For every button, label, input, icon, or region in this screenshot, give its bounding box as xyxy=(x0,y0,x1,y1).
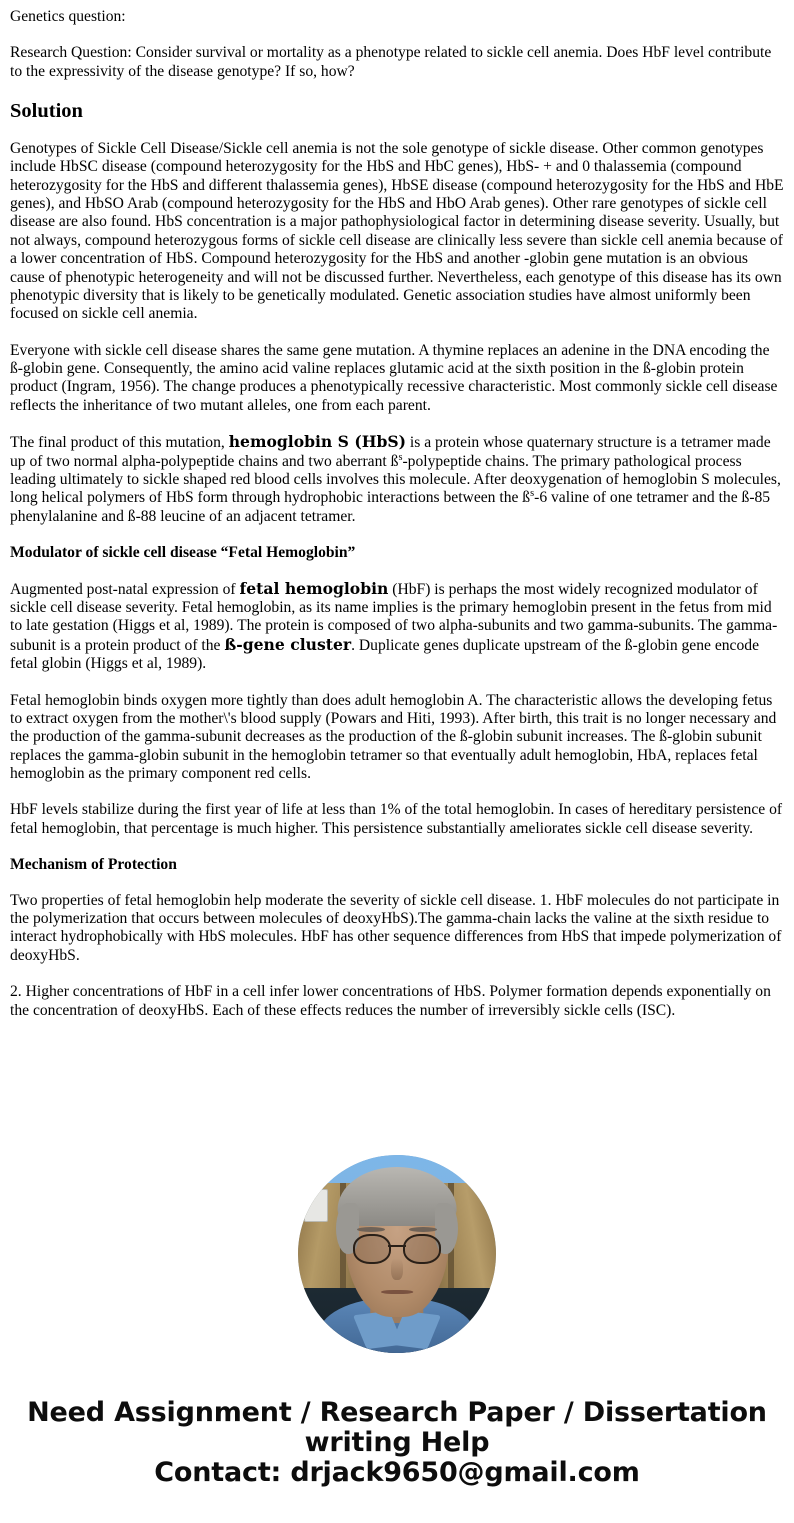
hbs-body-part-3: -6 valine of one tetramer and the ß-85 phenylalanine and ß-88 leucine of an adjacent tetramer. xyxy=(10,489,771,525)
hbf-lead-text: Augmented post-natal expression of xyxy=(10,580,240,598)
fetal-hemoglobin-paragraph xyxy=(10,580,784,674)
mechanism-item-one-paragraph: Two properties of fetal hemoglobin help moderate the severity of sickle cell disease. 1. HbF molecules do not participate in the polymerization that occurs between molecules of deoxyHbS).The gamma-chain lacks the valine at the sixth residue to interact hydrophobically with HbS molecules. HbF has other sequence differences from HbS that impede polymerization of deoxyHbS. xyxy=(10,891,782,964)
eyeglass-lens-right-icon xyxy=(403,1234,441,1264)
photo-background-wall-switch xyxy=(304,1189,328,1223)
photo-nose xyxy=(391,1258,403,1280)
hemoglobin-s-bold-term: hemoglobin S (HbS) xyxy=(228,432,407,452)
avatar xyxy=(298,1155,496,1353)
mutation-paragraph: Everyone with sickle cell disease shares the same gene mutation. A thymine replaces an adenine in the DNA encoding the ß-globin gene. Consequently, the amino acid valine replaces glutamic acid at the sixth position in the ß-globin protein product (Ingram, 1956). The change produces a phenotypically recessive characteristic. Most commonly sickle cell disease reflects the inheritance of two mutant alleles, one from each parent. xyxy=(10,341,778,414)
gene-cluster-bold-term: ß-gene cluster xyxy=(224,634,352,654)
footer-line-3: Contact: drjack9650@gmail.com xyxy=(154,1457,640,1489)
solution-heading: Solution xyxy=(10,100,83,123)
research-question-paragraph: Research Question: Consider survival or mortality as a phenotype related to sickle cell anemia. Does HbF level contribute to the expressivity of the disease genotype? If so, how? xyxy=(10,44,772,80)
footer-contact-block xyxy=(0,1398,794,1489)
mechanism-item-two-paragraph: 2. Higher concentrations of HbF in a cell infer lower concentrations of HbS. Polymer formation depends exponentially on the concentration of deoxyHbS. Each of these effects reduces the number of irreversibly sickle cells (ISC). xyxy=(10,983,771,1019)
avatar-container xyxy=(0,1155,794,1353)
hbf-tail-text: . Duplicate genes duplicate upstream of the ß-globin gene encode fetal globin (Higgs et al, 1989). xyxy=(10,636,759,673)
eyeglass-bridge-icon xyxy=(388,1245,406,1247)
hbs-body-part-1: is a protein whose quaternary structure is a tetramer made up of two normal alpha-polypeptide chains and two aberrant ß xyxy=(10,434,771,470)
genetics-question-label: Genetics question: xyxy=(10,8,126,25)
beta-s-superscript-2: s xyxy=(530,488,535,500)
hemoglobin-s-paragraph xyxy=(10,433,784,526)
mechanism-of-protection-heading: Mechanism of Protection xyxy=(10,856,177,874)
beta-s-superscript-1: s xyxy=(398,451,403,463)
eyeglass-lens-left-icon xyxy=(353,1234,391,1264)
modulator-heading: Modulator of sickle cell disease “Fetal Hemoglobin” xyxy=(10,544,356,562)
oxygen-binding-paragraph: Fetal hemoglobin binds oxygen more tightly than does adult hemoglobin A. The characteristic allows the developing fetus to extract oxygen from the mother\'s blood supply (Powars and Hiti, 1993). After birth, this trait is no longer necessary and the production of the gamma-subunit decreases as the production of the ß-globin subunit increases. The ß-globin subunit replaces the gamma-globin subunit in the hemoglobin tetramer so that eventually adult hemoglobin, HbA, replaces fetal hemoglobin as the primary component red cells. xyxy=(10,691,777,783)
fetal-hemoglobin-bold-term: fetal hemoglobin xyxy=(239,578,389,598)
hbf-middle-text: (HbF) is perhaps the most widely recognized modulator of sickle cell disease severity. Fetal hemoglobin, as its name implies is the primary hemoglobin present in the fetus from mid to late gestation (Higgs et al, 1989). The protein is composed of two alpha-subunits and two gamma-subunits. The gamma-subunit is a protein product of the xyxy=(10,580,778,654)
hbf-levels-paragraph: HbF levels stabilize during the first year of life at less than 1% of the total hemoglobin. In cases of hereditary persistence of fetal hemoglobin, that percentage is much higher. This persistence substantially ameliorates sickle cell disease severity. xyxy=(10,801,783,837)
hbs-body-part-2: -polypeptide chains. The primary pathological process leading ultimately to sickle shaped red blood cells involves this molecule. After deoxygenation of hemoglobin S molecules, long helical polymers of HbS form through hydrophobic interactions between the ß xyxy=(10,452,781,507)
footer-line-2: writing Help xyxy=(304,1427,490,1459)
hbs-lead-text: The final product of this mutation, xyxy=(10,434,229,452)
genotypes-paragraph: Genotypes of Sickle Cell Disease/Sickle cell anemia is not the sole genotype of sickle disease. Other common genotypes include HbSC disease (compound heterozygosity for the HbS and HbC genes), HbS- + and 0 thalassemia (compound heterozygosity for the HbS and different thalassemia genes), HbSE disease (compound heterozygosity for the HbS and HbE genes), and HbSO Arab (compound heterozygosity for the HbS and HbO Arab genes). Other rare genotypes of sickle cell disease are also found. HbS concentration is a major pathophysiological factor in determining disease severity. Usually, but not always, compound heterozygous forms of sickle cell disease are clinically less severe than sickle cell anemia because of a lower concentration of HbS. Compound heterozygosity for the HbS and another -globin gene mutation is an obvious cause of phenotypic heterogeneity and will not be discussed further. Nevertheless, each genotype of this disease has its own phenotypic diversity that is likely to be genetically modulated. Genetic association studies have almost uniformly been focused on sickle cell anemia. xyxy=(10,139,784,323)
footer-line-1: Need Assignment / Research Paper / Dissertation xyxy=(27,1397,767,1428)
